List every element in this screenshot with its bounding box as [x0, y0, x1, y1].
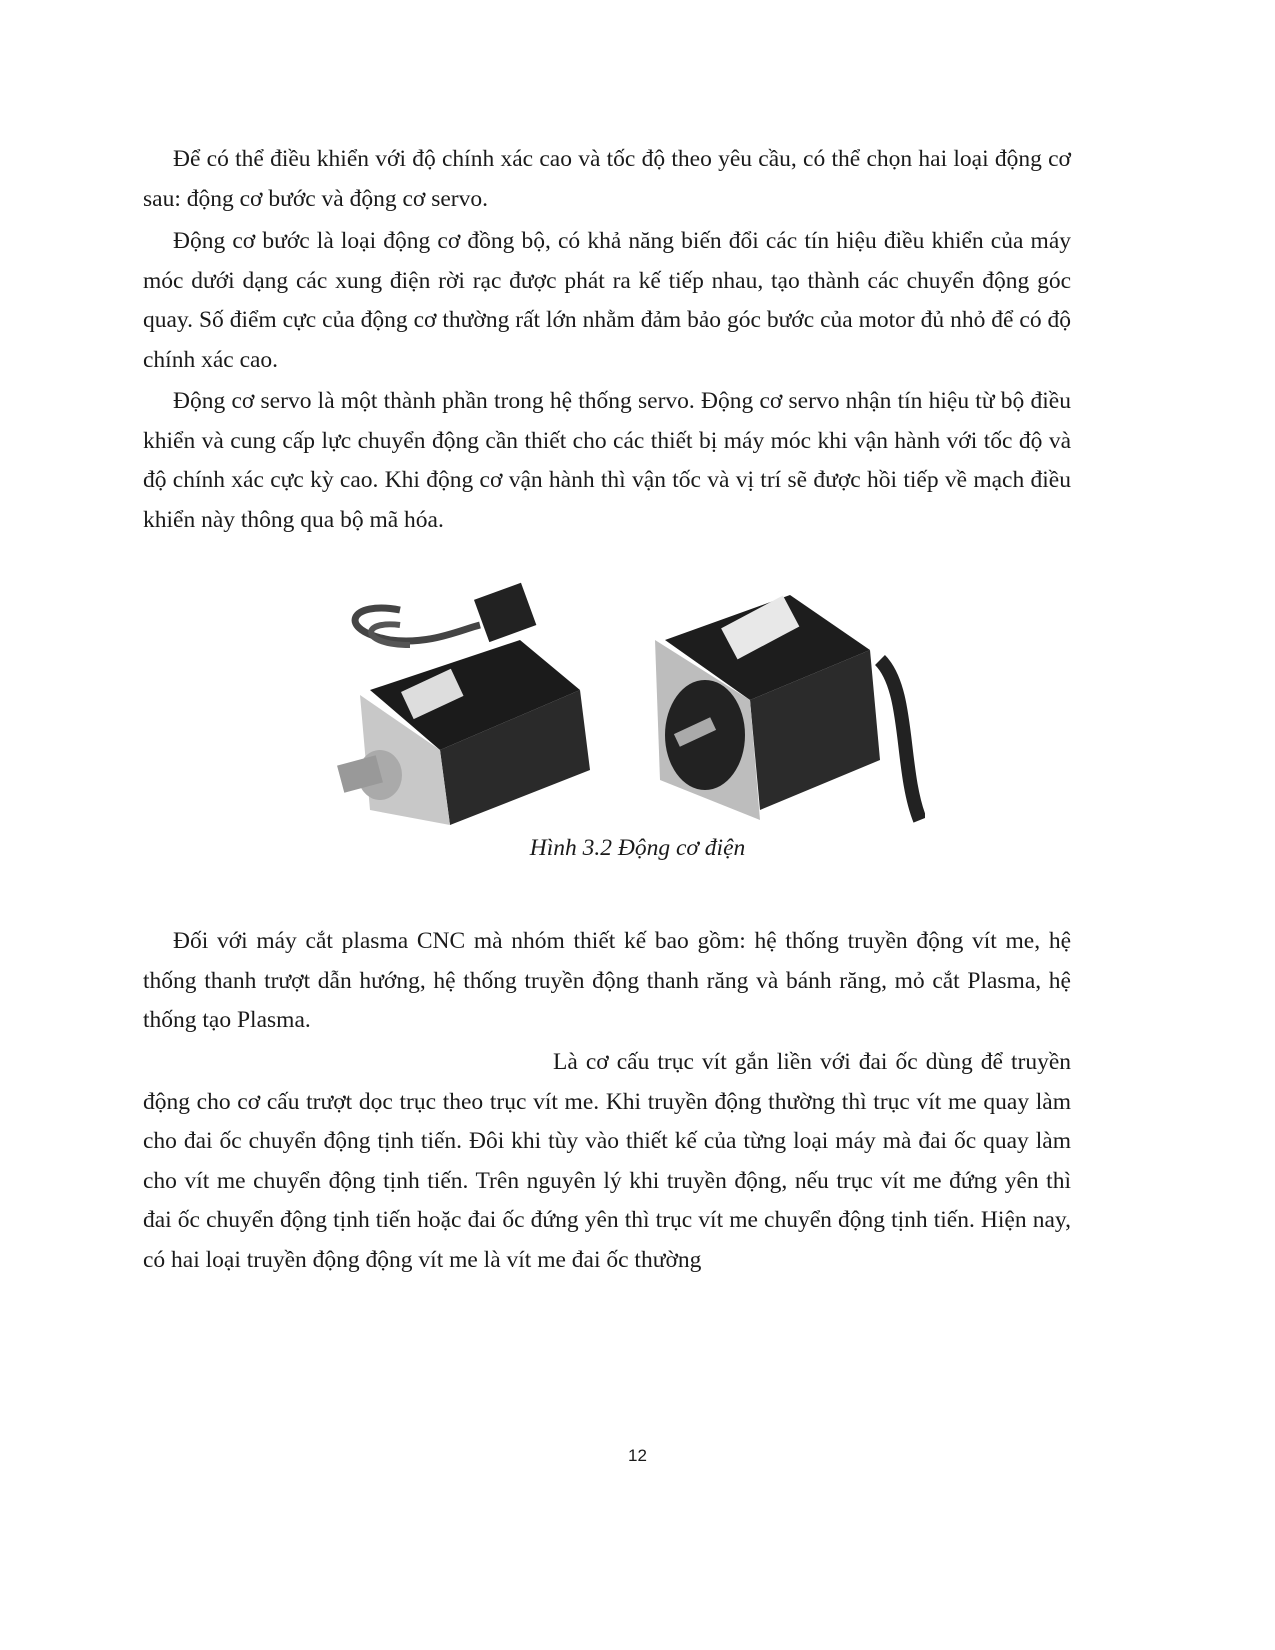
- figure-caption: Hình 3.2 Động cơ điện: [529, 835, 746, 861]
- paragraph-ball-screw: Là cơ cấu trục vít gắn liền với đai ốc dùng để truyền động cho cơ cấu trượt dọc trục theo trục vít me. Khi truyền động thường thì trục vít me quay làm cho đai ốc chuyển động tịnh tiến. Đôi khi tùy vào thiết kế của từng loại máy mà đai ốc quay làm cho vít me chuyển động tịnh tiến. Trên nguyên lý khi truyền động, nếu trục vít me đứng yên thì đai ốc chuyển động tịnh tiến hoặc đai ốc đứng yên thì trục vít me chuyển động tịnh tiến. Hiện nay, có hai loại truyền động động vít me là vít me đai ốc thường: [143, 1049, 1071, 1273]
- page-number: 12: [628, 1446, 647, 1465]
- stepper-motor-image: [655, 595, 920, 820]
- servo-motor-image: [330, 570, 925, 830]
- paragraph-motor-choice: Để có thể điều khiển với độ chính xác cao và tốc độ theo yêu cầu, có thể chọn hai loại động cơ sau: động cơ bước và động cơ servo.: [143, 146, 1071, 212]
- paragraph-plasma-system: Đối với máy cắt plasma CNC mà nhóm thiết kế bao gồm: hệ thống truyền động vít me, hệ thống thanh trượt dẫn hướng, hệ thống truyền động thanh răng và bánh răng, mỏ cắt Plasma, hệ thống tạo Plasma.: [143, 928, 1071, 1033]
- paragraph-servo-motor: Động cơ servo là một thành phần trong hệ thống servo. Động cơ servo nhận tín hiệu từ bộ điều khiển và cung cấp lực chuyển động cần thiết cho các thiết bị máy móc khi vận hành với tốc độ và độ chính xác cực kỳ cao. Khi động cơ vận hành thì vận tốc và vị trí sẽ được hồi tiếp về mạch điều khiển này thông qua bộ mã hóa.: [143, 388, 1071, 533]
- paragraph-stepper-motor: Động cơ bước là loại động cơ đồng bộ, có khả năng biến đổi các tín hiệu điều khiển của máy móc dưới dạng các xung điện rời rạc được phát ra kế tiếp nhau, tạo thành các chuyển động góc quay. Số điểm cực của động cơ thường rất lớn nhằm đảm bảo góc bước của motor đủ nhỏ để có độ chính xác cao.: [143, 228, 1071, 373]
- figure-motors: [330, 570, 925, 830]
